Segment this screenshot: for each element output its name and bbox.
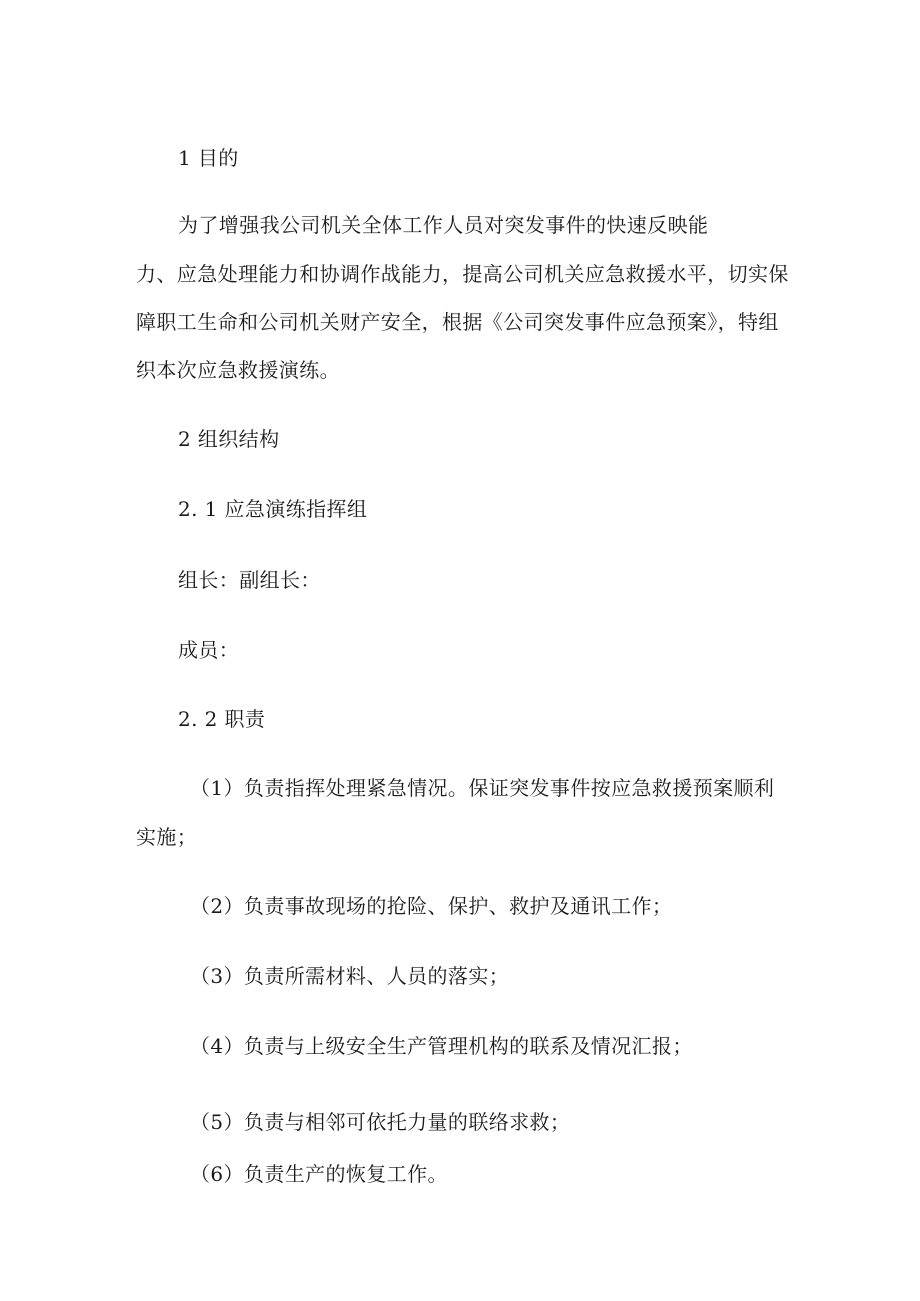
section-2-heading: 2 组织结构: [178, 427, 280, 451]
duty-item-1-continued: 实施；: [136, 825, 198, 849]
section-1-paragraph-line-2: 力、应急处理能力和协调作战能力，提高公司机关应急救援水平，切实保: [136, 262, 789, 286]
members-line: 成员：: [178, 638, 240, 662]
section-1-paragraph-line-3: 障职工生命和公司机关财产安全，根据《公司突发事件应急预案》，特组: [136, 310, 779, 334]
duty-item-4: （4）负责与上级安全生产管理机构的联系及情况汇报；: [190, 1034, 693, 1058]
duty-item-1: （1）负责指挥处理紧急情况。保证突发事件按应急救援预案顺利: [190, 776, 775, 800]
section-2-1-heading: 2. 1 应急演练指挥组: [178, 497, 368, 521]
section-1-heading: 1 目的: [178, 146, 239, 170]
section-1-paragraph-line-4: 织本次应急救援演练。: [136, 358, 340, 382]
duty-item-3: （3）负责所需材料、人员的落实；: [190, 964, 510, 988]
duty-item-2: （2）负责事故现场的抢险、保护、救护及通讯工作；: [190, 894, 673, 918]
duty-item-6: （6）负责生产的恢复工作。: [190, 1162, 448, 1186]
section-2-2-heading: 2. 2 职责: [178, 707, 266, 731]
section-1-paragraph-line-1: 为了增强我公司机关全体工作人员对突发事件的快速反映能: [178, 213, 709, 237]
leader-line: 组长：副组长：: [178, 568, 321, 592]
duty-item-5: （5）负责与相邻可依托力量的联络求救；: [190, 1110, 571, 1134]
